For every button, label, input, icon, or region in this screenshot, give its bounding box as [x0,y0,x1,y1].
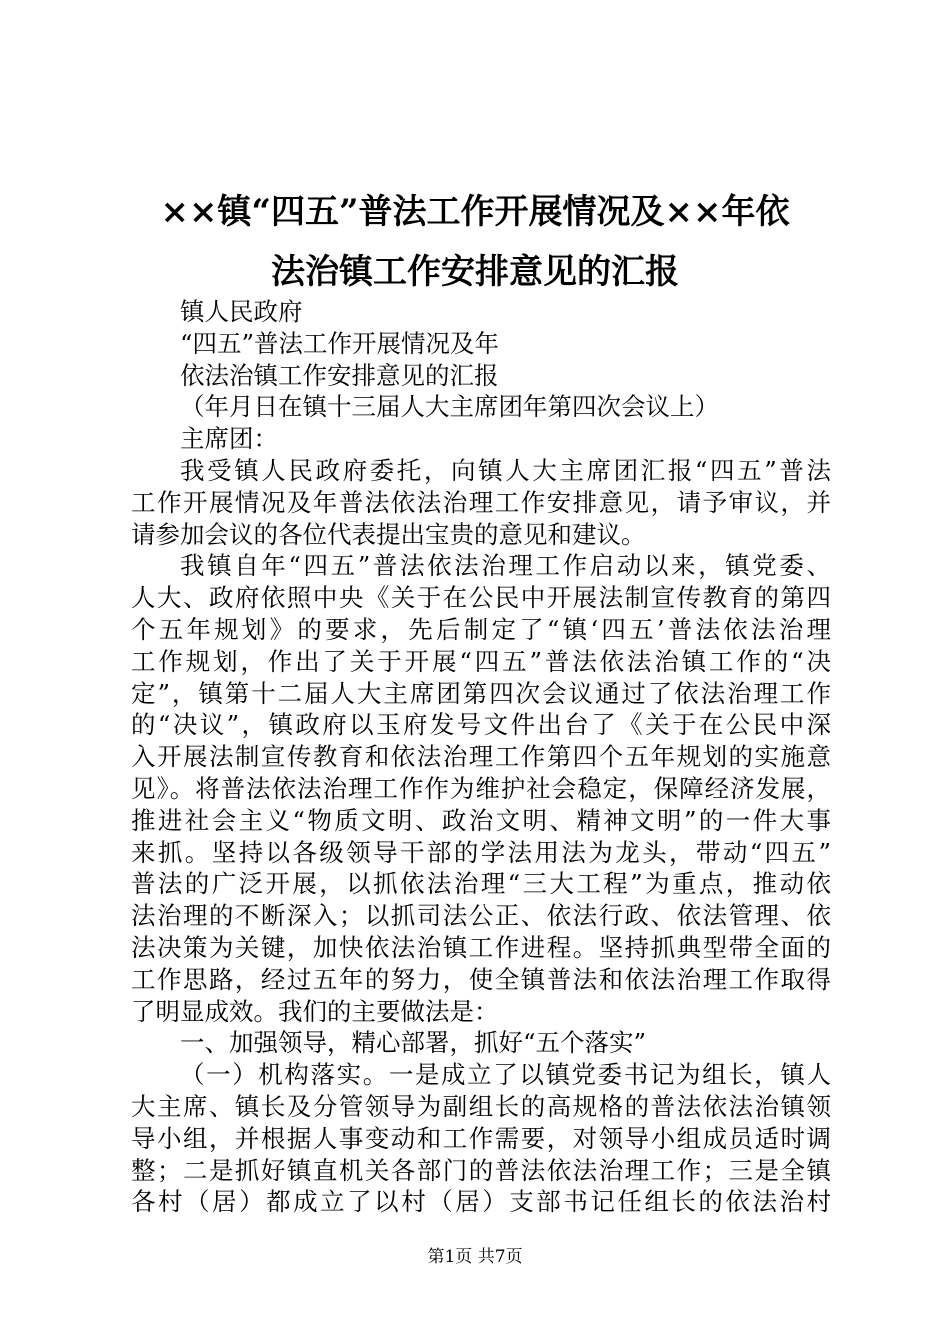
body-line: 入开展法制宣传教育和依法治理工作第四个五年规划的实施意 [131,742,831,772]
body-line: 了明显成效。我们的主要做法是： [131,996,499,1026]
body-line: （一）机构落实。一是成立了以镇党委书记为组长，镇人 [180,1060,831,1090]
body-line: 各村（居）都成立了以村（居）支部书记任组长的依法治村 [131,1187,831,1217]
document-title-line-2: 法治镇工作安排意见的汇报 [271,252,679,292]
body-line: 我镇自年“四五”普法依法治理工作启动以来，镇党委、 [180,551,831,581]
body-line: 工作思路，经过五年的努力，使全镇普法和依法治理工作取得 [131,964,831,994]
document-body [131,296,831,1218]
body-line: （年月日在镇十三届人大主席团年第四次会议上） [180,392,719,422]
body-line: 大主席、镇长及分管领导为副组长的高规格的普法依法治镇领 [131,1091,831,1121]
body-line: 法治理的不断深入；以抓司法公正、依法行政、依法管理、依 [131,901,831,931]
page-number-footer: 第1页 共7页 [427,1247,523,1267]
document-title-line-1: ××镇“四五”普法工作开展情况及××年依 [160,192,790,232]
body-line: 个五年规划》的要求，先后制定了“镇‘四五’普法依法治理 [131,614,831,644]
body-line: 整；二是抓好镇直机关各部门的普法依法治理工作；三是全镇 [131,1155,831,1185]
body-line: 工作规划，作出了关于开展“四五”普法依法治镇工作的“决 [131,646,831,676]
body-line: 请参加会议的各位代表提出宝贵的意见和建议。 [131,519,646,549]
body-line: 来抓。坚持以各级领导干部的学法用法为龙头，带动“四五” [131,837,831,867]
body-line: “四五”普法工作开展情况及年 [180,328,500,358]
body-line: 推进社会主义“物质文明、政治文明、精神文明”的一件大事 [131,805,831,835]
body-line: 法决策为关键，加快依法治镇工作进程。坚持抓典型带全面的 [131,932,831,962]
body-line: 人大、政府依照中央《关于在公民中开展法制宣传教育的第四 [131,583,831,613]
body-line: 镇人民政府 [180,297,303,326]
body-line: 依法治镇工作安排意见的汇报 [180,360,499,390]
body-line: 导小组，并根据人事变动和工作需要，对领导小组成员适时调 [131,1123,831,1153]
body-line: 主席团： [180,424,278,454]
body-line: 我受镇人民政府委托，向镇人大主席团汇报“四五”普法 [180,455,831,485]
body-line: 工作开展情况及年普法依法治理工作安排意见，请予审议，并 [131,487,831,517]
body-line: 普法的广泛开展，以抓依法治理“三大工程”为重点，推动依 [131,869,831,899]
body-line: 的“决议”，镇政府以玉府发号文件出台了《关于在公民中深 [131,710,831,740]
section-heading: 一、加强领导，精心部署，抓好“五个落实” [180,1028,647,1058]
body-line: 见》。将普法依法治理工作作为维护社会稳定，保障经济发展， [131,773,831,803]
body-line: 定”，镇第十二届人大主席团第四次会议通过了依法治理工作 [131,678,831,708]
